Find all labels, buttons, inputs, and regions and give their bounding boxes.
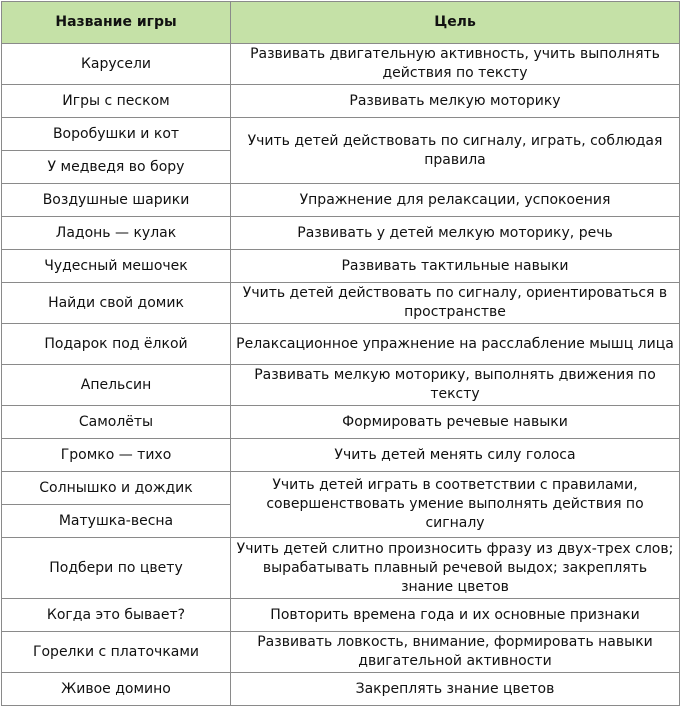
game-name-cell: У медведя во бору: [2, 151, 231, 184]
table-row: [2, 217, 680, 250]
game-name-cell: Живое домино: [2, 673, 231, 706]
games-table: [1, 1, 680, 706]
goal-cell: Учить детей действовать по сигналу, играть, соблюдая правила: [231, 118, 680, 184]
table-row: [2, 324, 680, 365]
table-row: [2, 632, 680, 673]
game-name-cell: Горелки с платочками: [2, 632, 231, 673]
header-game-name: Название игры: [2, 2, 231, 44]
game-name-cell: Найди свой домик: [2, 283, 231, 324]
game-name-cell: Игры с песком: [2, 85, 231, 118]
game-name-cell: Апельсин: [2, 365, 231, 406]
game-name-cell: Ладонь — кулак: [2, 217, 231, 250]
game-name-cell: Громко — тихо: [2, 439, 231, 472]
table-row: [2, 365, 680, 406]
table-row: [2, 184, 680, 217]
game-name-cell: Подбери по цвету: [2, 538, 231, 599]
table-row: [2, 250, 680, 283]
goal-cell: Релаксационное упражнение на расслабление мышц лица: [231, 324, 680, 365]
goal-cell: Учить детей действовать по сигналу, ориентироваться в пространстве: [231, 283, 680, 324]
table-row: [2, 406, 680, 439]
goal-cell: Развивать у детей мелкую моторику, речь: [231, 217, 680, 250]
table-header-row: [2, 2, 680, 44]
goal-cell: Повторить времена года и их основные признаки: [231, 599, 680, 632]
game-name-cell: Воздушные шарики: [2, 184, 231, 217]
goal-cell: Развивать мелкую моторику: [231, 85, 680, 118]
game-name-cell: Карусели: [2, 44, 231, 85]
game-name-cell: Матушка-весна: [2, 505, 231, 538]
goal-cell: Развивать ловкость, внимание, формировать навыки двигательной активности: [231, 632, 680, 673]
table-row: [2, 85, 680, 118]
game-name-cell: Подарок под ёлкой: [2, 324, 231, 365]
game-name-cell: Чудесный мешочек: [2, 250, 231, 283]
table-row: [2, 538, 680, 599]
goal-cell: Закреплять знание цветов: [231, 673, 680, 706]
goal-cell: Развивать двигательную активность, учить выполнять действия по тексту: [231, 44, 680, 85]
table-row: [2, 439, 680, 472]
table-row: [2, 599, 680, 632]
game-name-cell: Воробушки и кот: [2, 118, 231, 151]
game-name-cell: Когда это бывает?: [2, 599, 231, 632]
goal-cell: Учить детей менять силу голоса: [231, 439, 680, 472]
table-row: [2, 283, 680, 324]
table-row: [2, 673, 680, 706]
goal-cell: Упражнение для релаксации, успокоения: [231, 184, 680, 217]
header-goal: Цель: [231, 2, 680, 44]
goal-cell: Учить детей играть в соответствии с правилами, совершенствовать умение выполнять действия по сигналу: [231, 472, 680, 538]
goal-cell: Формировать речевые навыки: [231, 406, 680, 439]
table-row: [2, 118, 680, 151]
table-row: [2, 472, 680, 505]
table-row: [2, 44, 680, 85]
goal-cell: Развивать мелкую моторику, выполнять движения по тексту: [231, 365, 680, 406]
goal-cell: Учить детей слитно произносить фразу из двух-трех слов; вырабатывать плавный речевой выдох; закреплять знание цветов: [231, 538, 680, 599]
game-name-cell: Самолёты: [2, 406, 231, 439]
goal-cell: Развивать тактильные навыки: [231, 250, 680, 283]
game-name-cell: Солнышко и дождик: [2, 472, 231, 505]
